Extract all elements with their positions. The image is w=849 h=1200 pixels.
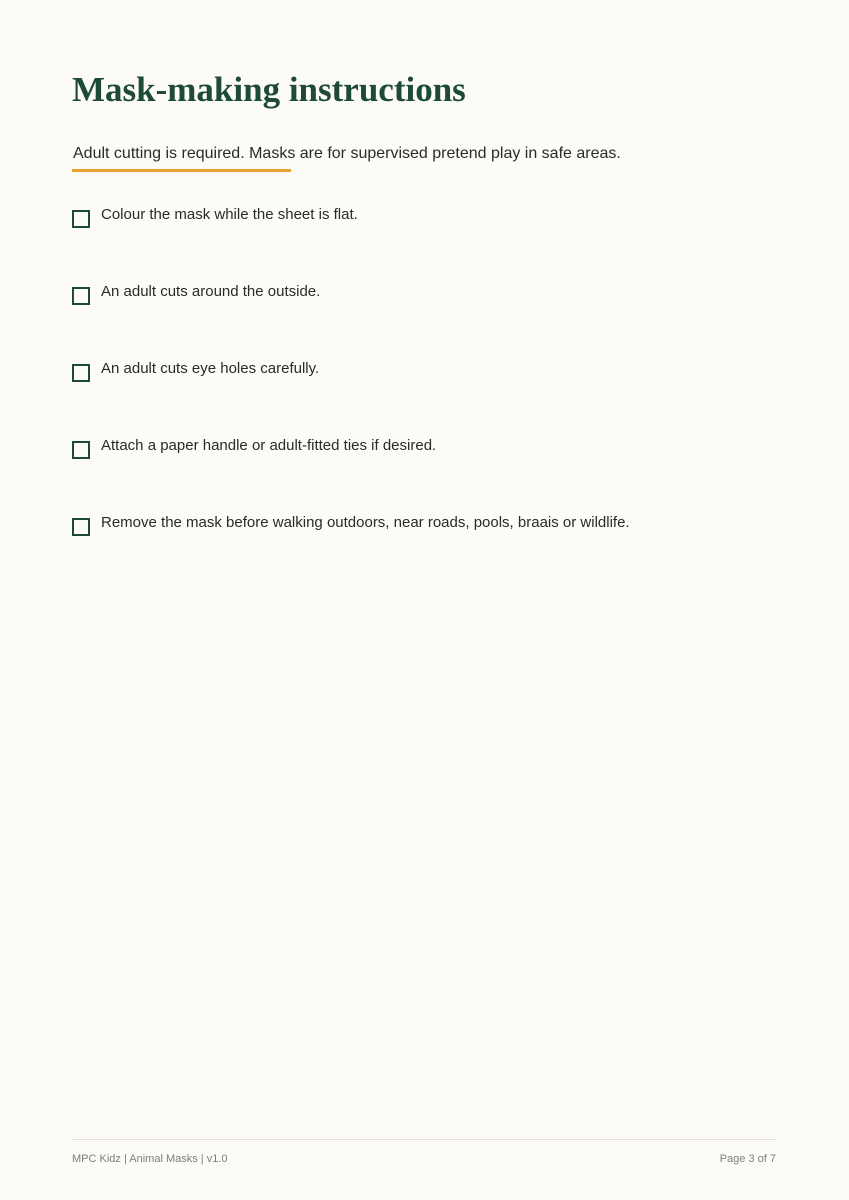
page-title: Mask-making instructions <box>72 70 466 109</box>
checklist-item-label: An adult cuts around the outside. <box>101 283 321 300</box>
checklist-item <box>72 205 630 282</box>
checkbox[interactable] <box>72 210 90 228</box>
checklist-item-label: An adult cuts eye holes carefully. <box>101 360 320 377</box>
footer-divider <box>72 1139 776 1140</box>
checklist-item-label: Colour the mask while the sheet is flat. <box>101 206 358 223</box>
checklist-item-label: Remove the mask before walking outdoors, near roads, pools, braais or wildlife. <box>101 514 630 531</box>
checklist-item-label: Attach a paper handle or adult-fitted ties if desired. <box>101 437 437 454</box>
checklist-item <box>72 282 630 359</box>
instruction-checklist <box>72 205 630 590</box>
accent-underline <box>72 169 291 172</box>
footer-document-info: MPC Kidz | Animal Masks | v1.0 <box>72 1153 228 1165</box>
checklist-item <box>72 359 630 436</box>
checkbox[interactable] <box>72 364 90 382</box>
checklist-item <box>72 436 630 513</box>
checkbox[interactable] <box>72 287 90 305</box>
checkbox[interactable] <box>72 441 90 459</box>
checkbox[interactable] <box>72 518 90 536</box>
checklist-item <box>72 513 630 590</box>
footer-page-number: Page 3 of 7 <box>719 1153 776 1165</box>
safety-intro-text: Adult cutting is required. Masks are for supervised pretend play in safe areas. <box>73 145 621 162</box>
